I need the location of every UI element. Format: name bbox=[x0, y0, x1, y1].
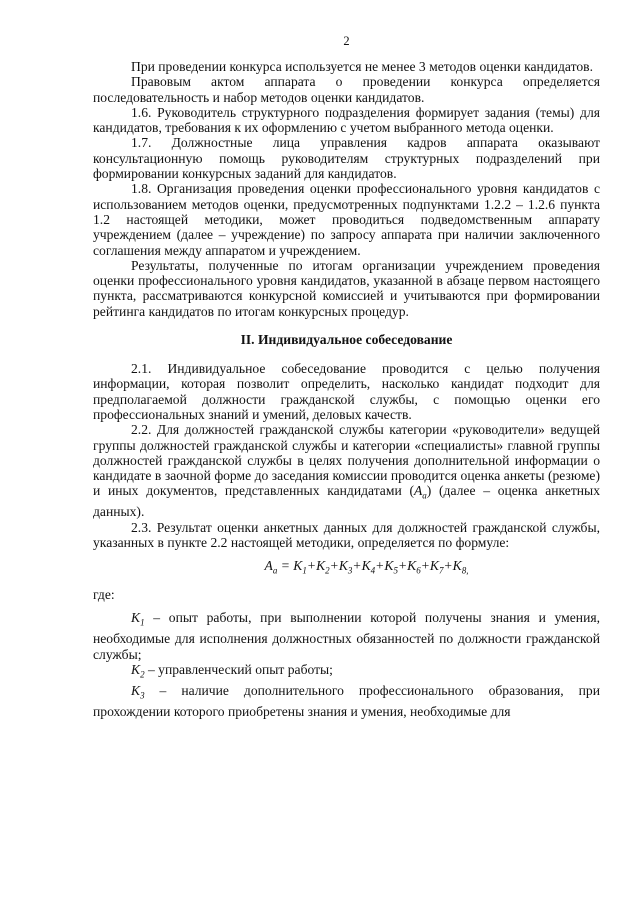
formula-term: $K_7$ bbox=[429, 558, 444, 577]
definition-symbol: $K_1$ bbox=[131, 610, 145, 629]
formula-lhs: $A_a$ bbox=[264, 558, 278, 577]
paragraph: Результаты, полученные по итогам организации учреждением проведения оценки профессионального уровня кандидатов, указанной в абзаце первом настоящего пункта, рассматриваются конкурсной комиссией и учитываются при формировании рейтинга кандидатов по итогам конкурсных процедур. bbox=[93, 257, 600, 319]
where-label: где: bbox=[93, 587, 115, 603]
paragraph: 1.7. Должностные лица управления кадров аппарата оказывают консультационную помощь руководителям структурных подразделений при формировании конкурсных заданий для кандидатов. bbox=[93, 135, 600, 182]
paragraph: Правовым актом аппарата о проведении конкурса определяется последовательность и набор методов оценки кандидатов. bbox=[93, 74, 600, 105]
paragraph-text: ) (далее – оценка анкетных данных). bbox=[93, 483, 600, 520]
paragraph bbox=[93, 422, 600, 520]
formula-term: $K_6$ bbox=[407, 558, 421, 577]
definition bbox=[93, 683, 600, 719]
formula-equals: = bbox=[280, 558, 294, 574]
formula bbox=[133, 557, 600, 580]
formula-term: $K_{8,}$ bbox=[452, 558, 469, 577]
paragraph: При проведении конкурса используется не менее 3 методов оценки кандидатов. bbox=[131, 59, 593, 74]
definition-text: – наличие дополнительного профессионального образования, при прохождении которого приобретены знания и умения, необходимые для bbox=[93, 682, 600, 719]
definition-text: – опыт работы, при выполнении которой получены знания и умения, необходимые для исполнения должностных обязанностей по должности гражданской службы; bbox=[93, 610, 600, 662]
page-number: 2 bbox=[343, 34, 350, 48]
formula-term: $K_4$ bbox=[361, 558, 376, 577]
paragraph-text: 2.2. Для должностей гражданской службы категории «руководители» ведущей группы должностей гражданской службы и категории «специалисты» главной группы должностей гражданской службы в целях получения дополнительной информации о кандидате в заочной форме до заседания комиссии проводится оценка анкеты (резюме) и иных документов, представленных кандидатами ( bbox=[93, 422, 600, 499]
formula-term: $K_2$ bbox=[316, 558, 330, 577]
definition bbox=[93, 610, 600, 662]
definition-symbol: $K_2$ bbox=[131, 661, 145, 680]
definition-text: – управленческий опыт работы; bbox=[144, 661, 333, 677]
formula-rhs: $K_1+K_2+K_3+K_4+K_5+K_6+K_7+K_{8,}$ bbox=[293, 558, 469, 577]
formula-term: $K_3$ bbox=[338, 558, 353, 577]
definition bbox=[93, 662, 600, 683]
formula-term: $K_1$ bbox=[293, 558, 307, 577]
paragraph: 2.1. Индивидуальное собеседование проводится с целью получения информации, которая позволит определить, насколько кандидат подходит для предполагаемой должности гражданской службы, с помощью оценки его профессиональных знаний и умений, деловых качеств. bbox=[93, 361, 600, 422]
formula-term: $K_5$ bbox=[384, 558, 398, 577]
section-heading: II. Индивидуальное собеседование bbox=[240, 332, 453, 348]
definition-symbol: $K_3$ bbox=[131, 682, 145, 701]
formula-symbol: $A_a$ bbox=[413, 483, 427, 502]
paragraph: 2.3. Результат оценки анкетных данных для должностей гражданской службы, указанных в пункте 2.2 настоящей методики, определяется по формуле: bbox=[93, 519, 600, 551]
paragraph: 1.6. Руководитель структурного подразделения формирует задания (темы) для кандидатов, требования к их оформлению с учетом выбранного метода оценки. bbox=[93, 104, 600, 136]
paragraph: 1.8. Организация проведения оценки профессионального уровня кандидатов с использованием методов оценки, предусмотренных подпунктами 1.2.2 – 1.2.6 пункта 1.2 настоящей методики, может проводиться подведомственным аппарату учреждением (далее – учреждение) по запросу аппарата при наличии заключенного соглашения между аппаратом и учреждением. bbox=[93, 181, 600, 258]
